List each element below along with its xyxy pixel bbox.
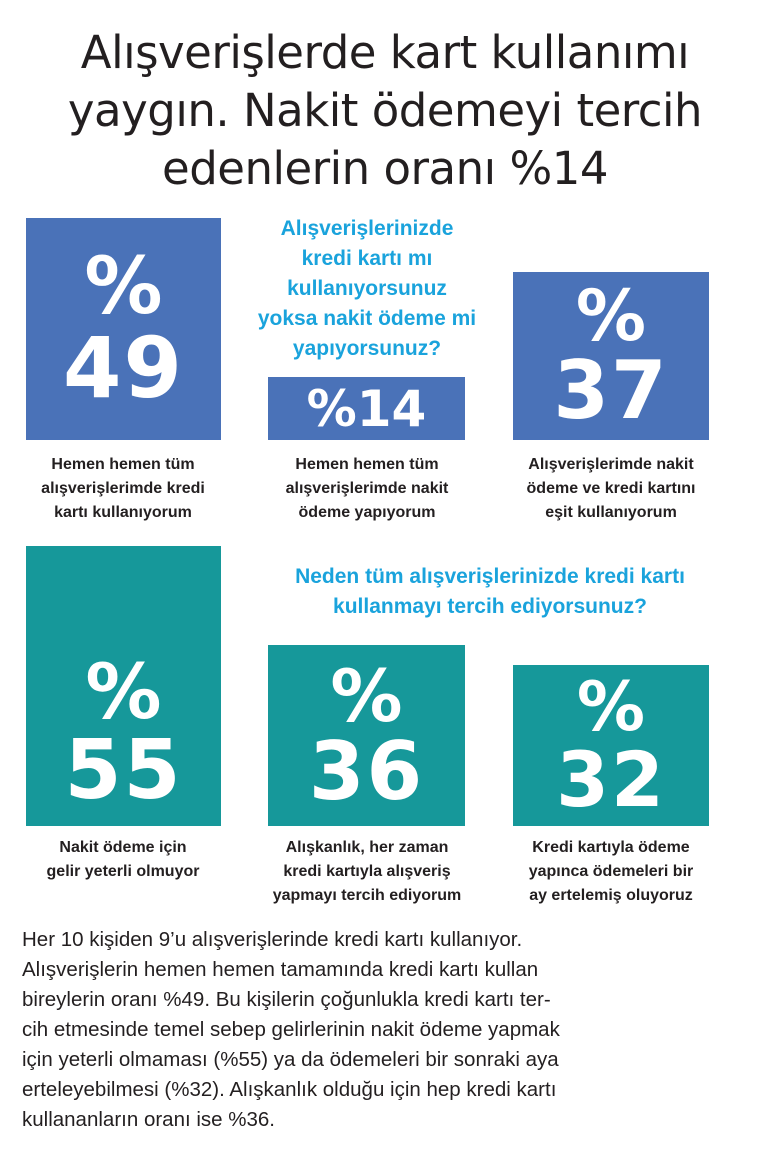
label-line: gelir yeterli olmuyor <box>46 863 200 880</box>
bar-category-label <box>18 836 228 884</box>
bar-equal-use <box>513 272 709 440</box>
bar-percent-sign: % <box>575 275 647 357</box>
label-line: yapınca ödemeleri bir <box>528 863 694 880</box>
label-line: yapmayı tercih ediyorum <box>272 887 462 904</box>
title-line: yaygın. Nakit ödemeyi tercih <box>67 84 703 137</box>
question-1-line: yoksa nakit ödeme mi <box>257 307 477 330</box>
summary-paragraph <box>22 925 752 1135</box>
question-1-line: Alışverişlerinizde <box>280 217 454 240</box>
bar-percent-sign: % <box>330 653 403 738</box>
label-line: eşit kullanıyorum <box>545 504 677 521</box>
bar-defer-payment <box>513 665 709 826</box>
label-line: alışverişlerimde kredi <box>41 480 205 497</box>
bar-percent-sign: % <box>84 242 163 332</box>
question-2-line: Neden tüm alışverişlerinizde kredi kartı <box>295 565 685 588</box>
title-line: Alışverişlerde kart kullanımı <box>80 26 690 79</box>
page-title <box>20 24 750 198</box>
label-line: ay ertelemiş oluyoruz <box>529 887 693 904</box>
bar-category-label <box>262 453 472 525</box>
bar-category-label <box>18 453 228 525</box>
label-line: ödeme yapıyorum <box>298 504 436 521</box>
label-line: Alışkanlık, her zaman <box>285 839 449 856</box>
bar-value-label: 37 <box>553 344 669 437</box>
question-2-line: kullanmayı tercih ediyorsunuz? <box>333 595 647 618</box>
label-line: alışverişlerimde nakit <box>285 480 449 497</box>
bar-habit <box>268 645 465 826</box>
question-1-line: kredi kartı mı <box>301 247 433 270</box>
bar-percent-sign: % <box>576 667 646 747</box>
bar-value-label: 49 <box>63 319 184 417</box>
paragraph-line: Her 10 kişiden 9’u alışverişlerinde kredi kartı kullanıyor. <box>22 928 523 951</box>
bar-value-label: %14 <box>306 379 427 438</box>
question-2 <box>250 562 730 622</box>
label-line: Kredi kartıyla ödeme <box>532 839 690 856</box>
title-line: edenlerin oranı %14 <box>162 142 608 195</box>
label-line: ödeme ve kredi kartını <box>526 480 696 497</box>
label-line: kartı kullanıyorum <box>54 504 192 521</box>
bar-cc-almost-all <box>26 218 221 440</box>
paragraph-line: bireylerin oranı %49. Bu kişilerin çoğunlukla kredi kartı ter- <box>22 988 551 1011</box>
bar-value-label: 55 <box>64 723 183 818</box>
label-line: kredi kartıyla alışveriş <box>283 863 451 880</box>
bar-value-label: 32 <box>556 734 666 824</box>
paragraph-line: cih etmesinde temel sebep gelirlerinin nakit ödeme yapmak <box>22 1018 560 1041</box>
bar-category-label <box>506 836 716 908</box>
label-line: Hemen hemen tüm <box>295 456 439 473</box>
paragraph-line: erteleyebilmesi (%32). Alışkanlık olduğu için hep kredi kartı <box>22 1078 557 1101</box>
label-line: Hemen hemen tüm <box>51 456 195 473</box>
label-line: Nakit ödeme için <box>59 839 187 856</box>
question-1-line: yapıyorsunuz? <box>292 337 442 360</box>
bar-percent-sign: % <box>85 647 162 736</box>
question-1-line: kullanıyorsunuz <box>287 277 447 300</box>
label-line: Alışverişlerimde nakit <box>528 456 694 473</box>
question-1 <box>232 214 502 364</box>
paragraph-line: için yeterli olmaması (%55) ya da ödemeleri bir sonraki aya <box>22 1048 559 1071</box>
bar-value-label: 36 <box>308 724 425 818</box>
paragraph-line: kullananların oranı ise %36. <box>22 1108 275 1131</box>
bar-category-label <box>506 453 716 525</box>
bar-cash-almost-all <box>268 377 465 440</box>
bar-category-label <box>262 836 472 908</box>
paragraph-line: Alışverişlerin hemen hemen tamamında kredi kartı kullan <box>22 958 539 981</box>
bar-income-insufficient <box>26 546 221 826</box>
